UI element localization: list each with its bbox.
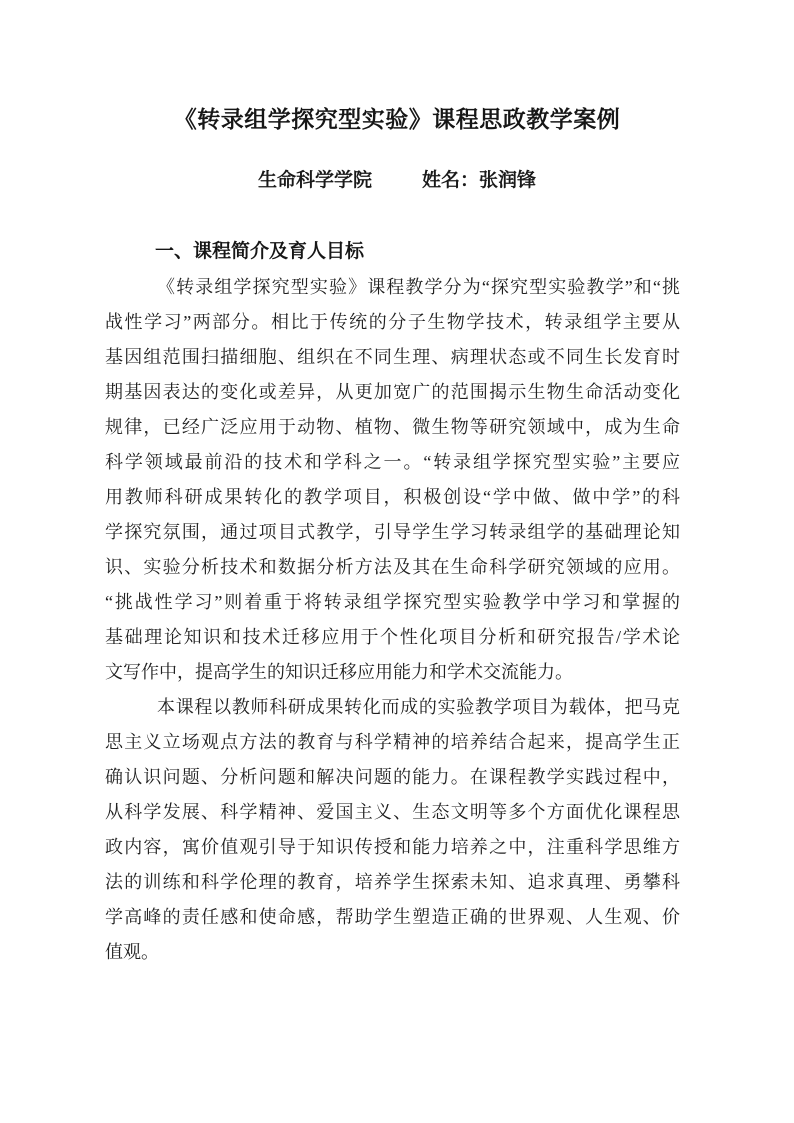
text-line: 值观。 bbox=[105, 942, 159, 962]
byline-department: 生命科学学院 bbox=[257, 170, 372, 191]
byline-author: 姓名：张润锋 bbox=[422, 170, 537, 191]
text-line: 规律，已经广泛应用于动物、植物、微生物等研究领域中，成为生命 bbox=[105, 417, 680, 437]
text-line: 战性学习”两部分。相比于传统的分子生物学技术，转录组学主要从 bbox=[105, 312, 680, 332]
text-line: 思主义立场观点方法的教育与科学精神的培养结合起来，提高学生正 bbox=[105, 732, 680, 752]
paragraph-course-intro bbox=[105, 270, 680, 690]
text-line: 基因组范围扫描细胞、组织在不同生理、病理状态或不同生长发育时 bbox=[105, 347, 680, 367]
text-line: 本课程以教师科研成果转化而成的实验教学项目为载体，把马克 bbox=[157, 697, 680, 717]
text-line: 法的训练和科学伦理的教育，培养学生探索未知、追求真理、勇攀科 bbox=[105, 872, 680, 892]
text-line: 学探究氛围，通过项目式教学，引导学生学习转录组学的基础理论知 bbox=[105, 522, 680, 542]
text-line: 学高峰的责任感和使命感，帮助学生塑造正确的世界观、人生观、价 bbox=[105, 907, 680, 927]
text-line: 识、实验分析技术和数据分析方法及其在生命科学研究领域的应用。 bbox=[105, 557, 680, 577]
text-line: 《转录组学探究型实验》课程教学分为“探究型实验教学”和“挑 bbox=[157, 277, 680, 297]
text-line: 政内容，寓价值观引导于知识传授和能力培养之中，注重科学思维方 bbox=[105, 837, 680, 857]
paragraph-education-goals bbox=[105, 690, 680, 970]
text-line: 科学领域最前沿的技术和学科之一。“转录组学探究型实验”主要应 bbox=[105, 452, 680, 472]
text-line: “挑战性学习”则着重于将转录组学探究型实验教学中学习和掌握的 bbox=[105, 592, 680, 612]
document-title: 《转录组学探究型实验》课程思政教学案例 bbox=[173, 106, 621, 132]
text-line: 文写作中，提高学生的知识迁移应用能力和学术交流能力。 bbox=[105, 662, 573, 682]
document-body bbox=[0, 270, 794, 970]
text-line: 从科学发展、科学精神、爱国主义、生态文明等多个方面优化课程思 bbox=[105, 802, 680, 822]
text-line: 用教师科研成果转化的教学项目，积极创设“学中做、做中学”的科 bbox=[105, 487, 680, 507]
byline bbox=[0, 168, 794, 194]
text-line: 期基因表达的变化或差异，从更加宽广的范围揭示生物生命活动变化 bbox=[105, 382, 680, 402]
text-line: 基础理论知识和技术迁移应用于个性化项目分析和研究报告/学术论 bbox=[105, 627, 680, 647]
text-line: 确认识问题、分析问题和解决问题的能力。在课程教学实践过程中， bbox=[105, 767, 680, 787]
section-heading: 一、课程简介及育人目标 bbox=[155, 241, 365, 262]
